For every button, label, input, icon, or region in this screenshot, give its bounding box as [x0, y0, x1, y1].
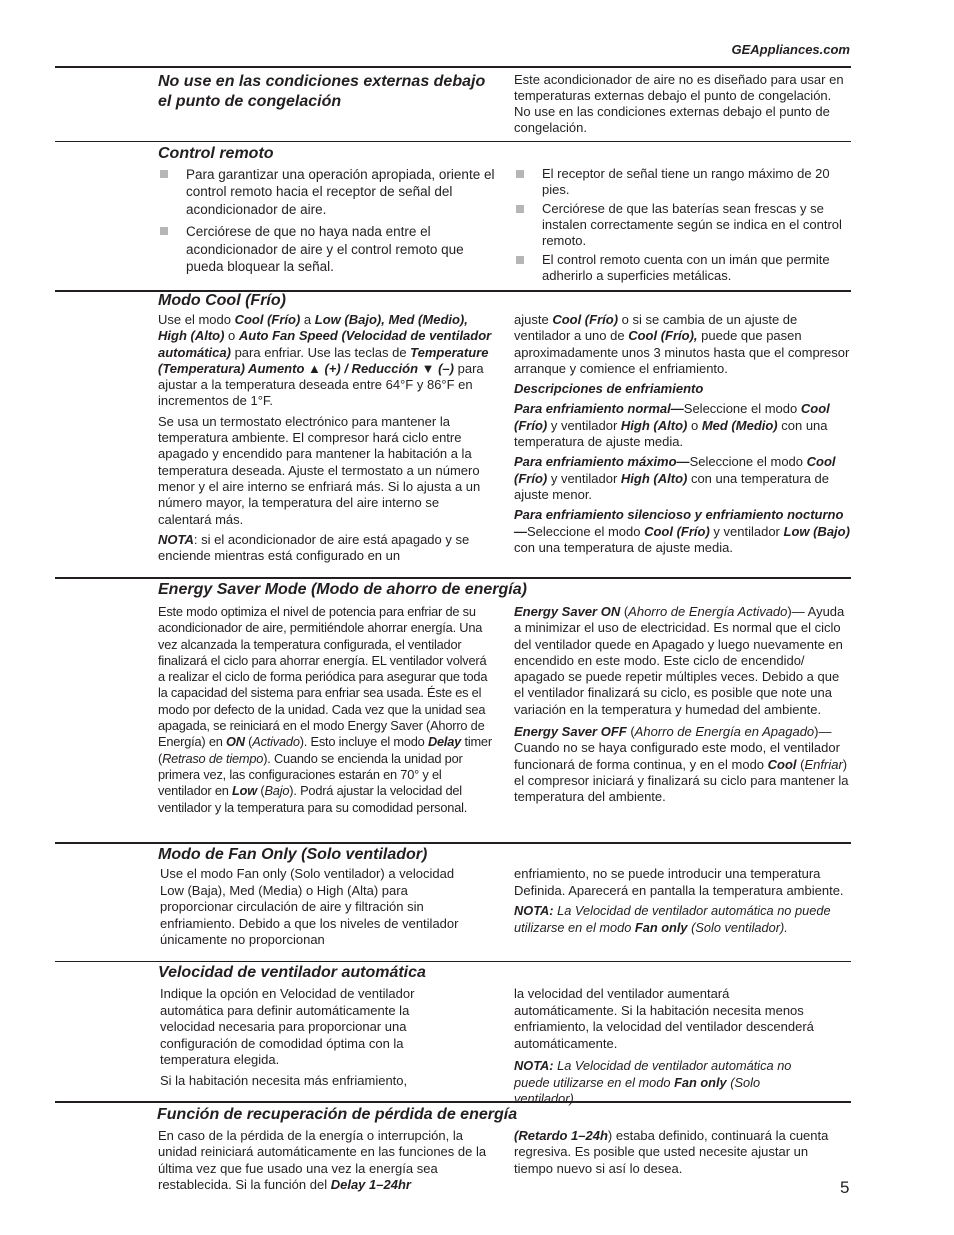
energy-saver-on: Energy Saver ON (Ahorro de Energía Activado)— Ayuda a minimizar el uso de electricidad. Es normal que el ciclo del ventilador quede en Apagado y luego nuevamente en encendido en este modo. Este ciclo de encendido/ apagado se puede repetir múltiples veces. Debido a que el ventilador finalizará su ciclo, es posible que note una variación en la temperatura y humedad del ambiente.	[514, 604, 845, 717]
cool-note: NOTA: si el acondicionador de aire está apagado y se enciende mientras está configurado en un	[158, 531, 470, 564]
fan-only-title: Modo de Fan Only (Solo ventilador)	[158, 846, 428, 863]
auto-fan-title: Velocidad de ventilador automática	[158, 964, 426, 981]
fan-only-columns	[158, 866, 850, 958]
remote-title: Control remoto	[158, 145, 274, 162]
list-item: Cerciórese de que las baterías sean frescas y se instalen correctamente según se indica en el control remoto.	[514, 201, 850, 249]
cool-intro: Use el modo Cool (Frío) a Low (Bajo), Med (Medio), High (Alto) o Auto Fan Speed (Velocidad de ventilador automática) para enfriar. Use las teclas de Temperature (Temperatura) Aumento ▲ (+) / Reducción ▼ (–) para ajustar a la temperatura deseada entre 64°F y 86°F en incrementos de 1°F.	[158, 312, 492, 409]
section-divider	[55, 141, 851, 142]
energy-columns	[158, 604, 850, 838]
cooling-normal: Para enfriamiento normal—Seleccione el modo Cool (Frío) y ventilador High (Alto) o Med (Medio) con una temperatura de ajuste media.	[514, 401, 830, 450]
list-item: Cerciórese de que no haya nada entre el acondicionador de aire y el control remoto que pueda bloquear la señal.	[158, 223, 496, 275]
auto-fan-description: Indique la opción en Velocidad de ventilador automática para definir automáticamente la velocidad necesaria para proporcionar una configuración de comodidad óptima con la temperatura elegida.	[160, 986, 415, 1067]
auto-fan-more-cooling: Si la habitación necesita más enfriamiento,	[160, 1072, 408, 1088]
recovery-delay: (Retardo 1–24h) estaba definido, continuará la cuenta regresiva. Es posible que usted necesite ajustar un tiempo nuevo si así lo desea.	[514, 1128, 829, 1176]
cool-columns	[158, 312, 850, 574]
recovery-title: Función de recuperación de pérdida de energía	[157, 1106, 518, 1123]
section-divider	[55, 842, 851, 844]
cooling-max: Para enfriamiento máximo—Seleccione el modo Cool (Frío) y ventilador High (Alto) con una temperatura de ajuste menor.	[514, 454, 836, 502]
recovery-section	[157, 1105, 849, 1126]
list-item: Para garantizar una operación apropiada, oriente el control remoto hacia el receptor de señal del acondicionador de aire.	[158, 166, 496, 218]
recovery-description: En caso de la pérdida de la energía o interrupción, la unidad reiniciará automáticamente en las funciones de la última vez que fue usado una vez la energía sea restablecida. Si la función del Delay 1–24hr	[158, 1128, 487, 1193]
fan-only-note: NOTA: La Velocidad de ventilador automática no puede utilizarse en el modo Fan only (Solo ventilador).	[514, 903, 831, 935]
page-number: 5	[840, 1178, 850, 1197]
auto-fan-note: NOTA: La Velocidad de ventilador automática no puede utilizarse en el modo Fan only (Solo ventilador).	[514, 1058, 792, 1106]
fan-only-section	[158, 845, 850, 866]
list-item: El receptor de señal tiene un rango máximo de 20 pies.	[514, 166, 850, 198]
cool-delay: ajuste Cool (Frío) o si se cambia de un ajuste de ventilador a uno de Cool (Frío), puede que pasen aproximadamente unos 3 minutos hasta que el compresor arranque y comience el enfriamiento.	[514, 312, 850, 376]
remote-columns	[158, 166, 850, 286]
energy-description: Este modo optimiza el nivel de potencia para enfriar de su acondicionador de aire, permitiéndole ahorrar energía. Una vez alcanzada la temperatura configurada, el ventilador finalizará el ciclo para ahorrar energía. EL ventilador volverá a realizar el ciclo de forma periódica para asegurar que toda la capacidad del sistema para enfriar sea usada. Éste es el modo por defecto de la unidad. Cada vez que la unidad sea apagada, se reiniciará en el modo Energy Saver (Ahorro de Energía) en ON (Activado). Esto incluye el modo Delay timer (Retraso de tiempo). Cuando se encienda la unidad por primera vez, las configuraciones estarán en 70° y el ventilador en Low (Bajo). Podrá ajustar la velocidad del ventilador y la temperatura para su comodidad personal.	[158, 604, 492, 815]
recovery-columns	[158, 1128, 850, 1198]
fan-only-description: Use el modo Fan only (Solo ventilador) a velocidad Low (Baja), Med (Media) o High (Alta) para proporcionar circulación de aire y filtración sin enfriamiento. Debido a que los niveles de ventilador únicamente no proporcionan	[160, 866, 459, 947]
auto-fan-columns	[158, 986, 850, 1106]
cool-title: Modo Cool (Frío)	[158, 292, 286, 309]
remote-section	[158, 144, 850, 165]
cooling-descriptions-title: Descripciones de enfriamiento	[514, 381, 704, 397]
energy-saver-off: Energy Saver OFF (Ahorro de Energía en Apagado)— Cuando no se haya configurado este modo, el ventilador funcionará de forma continua, y en el modo Cool (Enfriar) el compresor iniciará y finalizará su ciclo para mantener la temperatura del ambiente.	[514, 724, 849, 805]
section-divider	[55, 577, 851, 579]
list-item: El control remoto cuenta con un imán que permite adherirlo a superficies metálicas.	[514, 252, 850, 284]
section-divider	[55, 66, 851, 68]
freeze-section	[158, 72, 850, 138]
freeze-text: Este acondicionador de aire no es diseñado para usar en temperaturas externas debajo el punto de congelación. No use en las condiciones externas debajo el punto de congelación.	[514, 72, 844, 135]
remote-right-list	[514, 166, 850, 284]
cool-thermostat: Se usa un termostato electrónico para mantener la temperatura ambiente. El compresor hará ciclo entre apagado y encendido para mantener la habitación a la temperatura deseada. Ajuste el termostato a un número menor y el aire interno se enfriará más. Si lo ajusta a un número mayor, la temperatura del aire interno se calentará más.	[158, 413, 481, 527]
section-divider	[55, 1101, 851, 1103]
auto-fan-speed-change: la velocidad del ventilador aumentará automáticamente. Si la habitación necesita menos enfriamiento, la velocidad del ventilador descenderá automáticamente.	[514, 986, 814, 1051]
fan-only-temperature: enfriamiento, no se puede introducir una temperatura Definida. Aparecerá en pantalla la temperatura ambiente.	[514, 866, 844, 898]
cool-section	[158, 291, 850, 312]
section-divider	[55, 961, 851, 962]
energy-title: Energy Saver Mode (Modo de ahorro de energía)	[158, 581, 527, 598]
energy-section	[158, 580, 850, 601]
website-url: GEAppliances.com	[731, 42, 850, 57]
cooling-quiet: Para enfriamiento silencioso y enfriamiento nocturno—Seleccione el modo Cool (Frío) y ventilador Low (Bajo) con una temperatura de ajuste media.	[514, 507, 850, 555]
auto-fan-section	[158, 963, 850, 984]
remote-left-list	[158, 166, 496, 275]
freeze-title: No use en las condiciones externas debajo el punto de congelación	[158, 73, 486, 110]
